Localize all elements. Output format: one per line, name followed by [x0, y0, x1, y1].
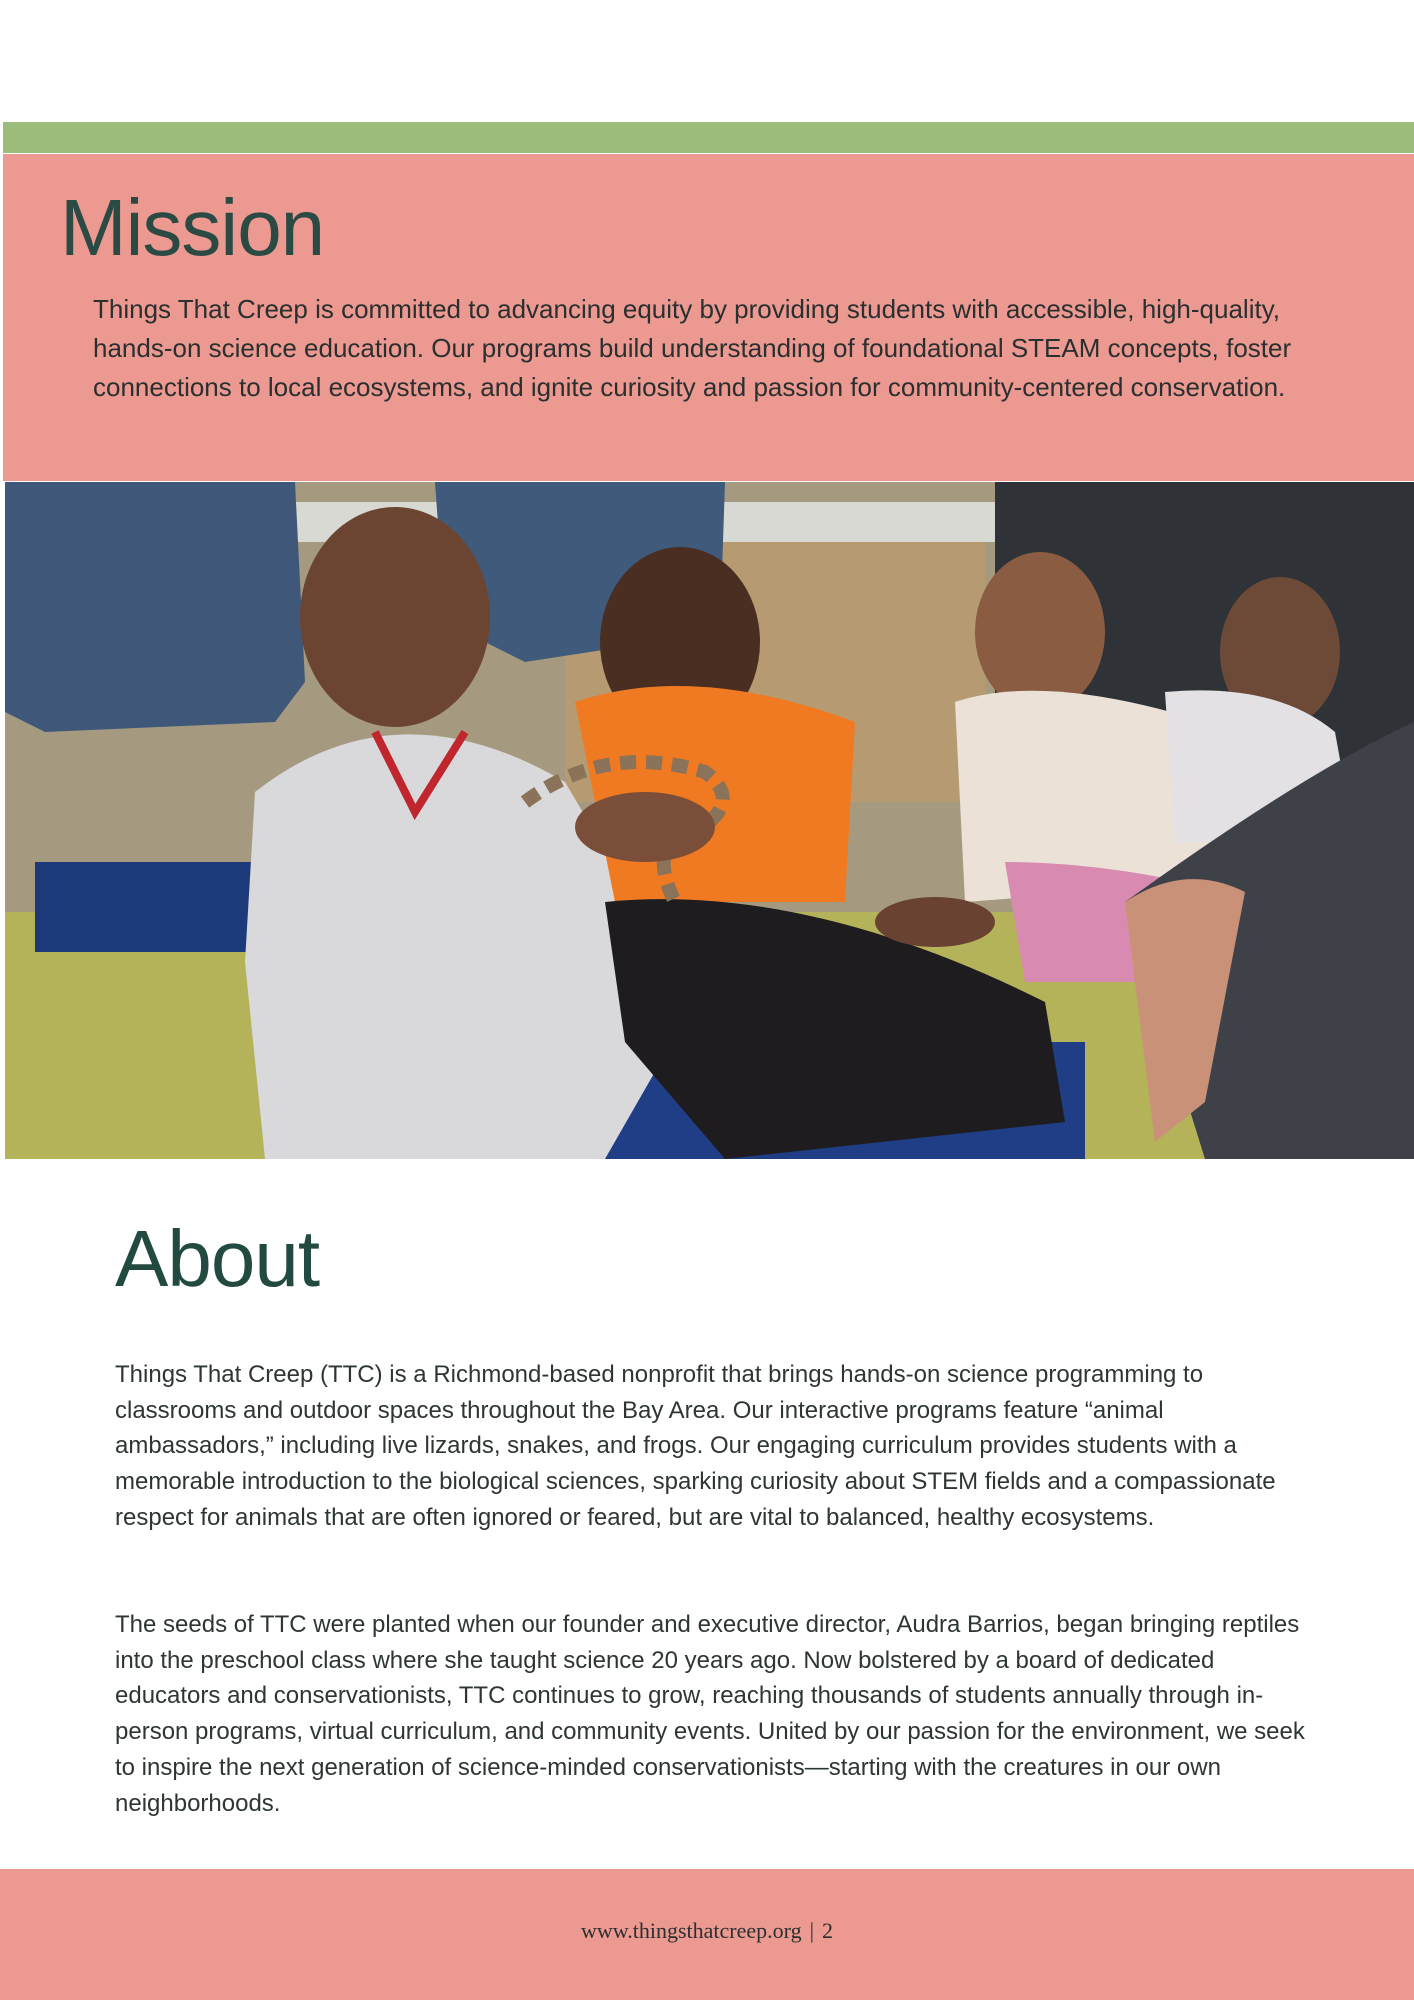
footer-line	[0, 1918, 1414, 1944]
mission-statement: Things That Creep is committed to advancing equity by providing students with accessible, high-quality, hands-on science education. Our programs build understanding of foundational STEAM concepts, foster connections to local ecosystems, and ignite curiosity and passion for community-centered conservation.	[93, 294, 1292, 402]
website-link[interactable]: www.thingsthatcreep.org	[581, 1918, 802, 1943]
page-footer	[0, 1869, 1414, 2000]
photo-illustration	[5, 482, 1414, 1159]
about-title: About	[115, 1214, 320, 1303]
mission-title: Mission	[60, 183, 325, 272]
about-paragraph-2: The seeds of TTC were planted when our founder and executive director, Audra Barrios, began bringing reptiles into the preschool class where she taught science 20 years ago. Now bolstered by a board of dedicated educators and conservationists, TTC continues to grow, reaching thousands of students annually through in-person programs, virtual curriculum, and community events. United by our passion for the environment, we seek to inspire the next generation of science-minded conservationists—starting with the creatures in our own neighborhoods.	[115, 1611, 1305, 1817]
about-paragraph-1: Things That Creep (TTC) is a Richmond-based nonprofit that brings hands-on science programming to classrooms and outdoor spaces throughout the Bay Area. Our interactive programs feature “animal ambassadors,” including live lizards, snakes, and frogs. Our engaging curriculum provides students with a memorable introduction to the biological sciences, sparking curiosity about STEM fields and a compassionate respect for animals that are often ignored or feared, but are vital to balanced, healthy ecosystems.	[115, 1361, 1276, 1531]
students-with-snake-photo	[5, 482, 1414, 1159]
green-accent-stripe	[3, 122, 1414, 153]
footer-separator: |	[809, 1918, 814, 1943]
page-number: 2	[821, 1918, 833, 1943]
